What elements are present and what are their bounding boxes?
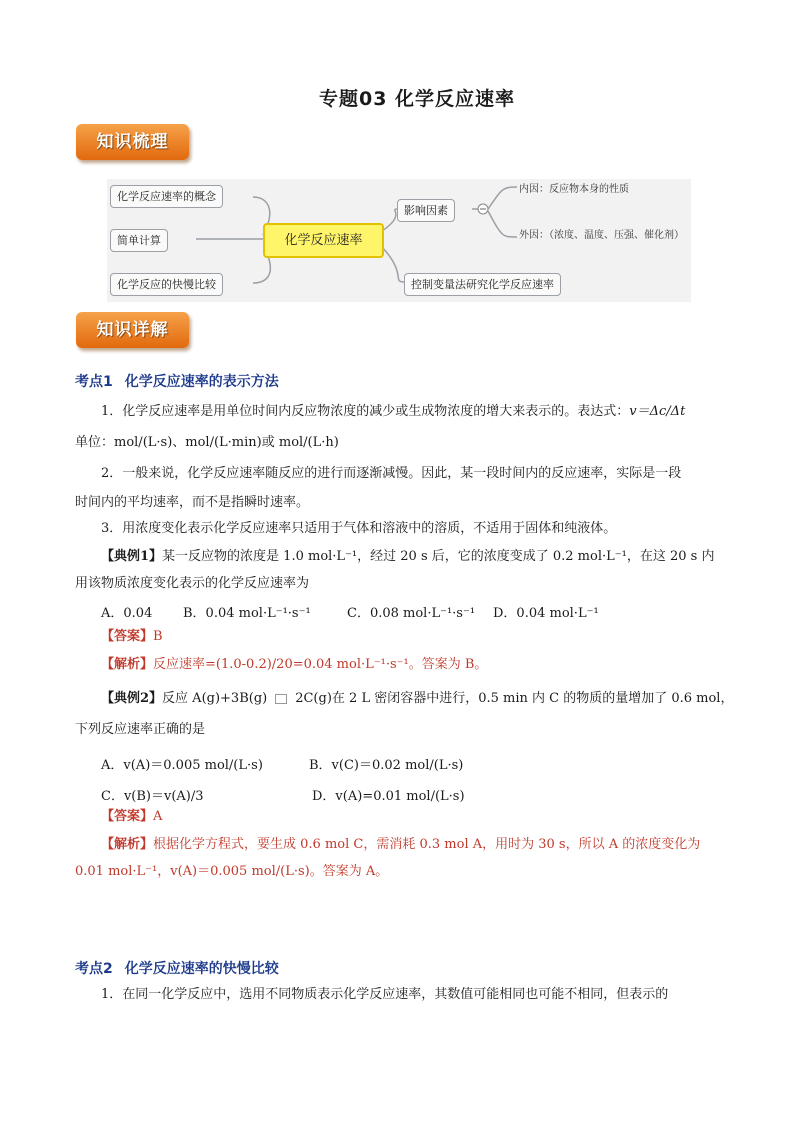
ex2-analysis-line2: 0.01 mol·L⁻¹，v(A)＝0.005 mol/(L·s)。答案为 A。: [75, 864, 389, 879]
ex1-option-c: C．0.08 mol·L⁻¹·s⁻¹: [347, 606, 476, 621]
kp1-p1-text: 1．化学反应速率是用单位时间内反应物浓度的减少或生成物浓度的增大来表示的。表达式：: [101, 404, 630, 419]
mm-center-node[interactable]: 化学反应速率: [263, 223, 384, 258]
kp1-heading: [75, 371, 279, 391]
section-banner-summary: 知识梳理: [76, 124, 189, 160]
ex1-option-b: B．0.04 mol·L⁻¹·s⁻¹: [183, 606, 311, 621]
kp1-paragraph-1a: [75, 403, 761, 421]
rate-formula: v＝Δc/Δt: [629, 404, 686, 419]
ex2-answer: [75, 808, 761, 826]
mm-node-factors[interactable]: 影响因素: [397, 199, 455, 222]
ex2-question-line1: [75, 690, 761, 708]
ex1-analysis: [75, 656, 761, 674]
mm-node-concept[interactable]: 化学反应速率的概念: [110, 185, 223, 208]
kp1-paragraph-3: 3．用浓度变化表示化学反应速率只适用于气体和溶液中的溶质，不适用于固体和纯液体。: [101, 521, 617, 536]
ex1-analysis-label: 【解析】: [101, 657, 154, 672]
ex1-option-a: A．0.04: [101, 606, 153, 621]
ex2-answer-label: 【答案】: [101, 809, 154, 824]
ex2-analysis-text: 根据化学方程式，要生成 0.6 mol C，需消耗 0.3 mol A，用时为 30 s，所以 A 的浓度变化为: [153, 837, 701, 852]
ex1-question-line2: 用该物质浓度变化表示的化学反应速率为: [75, 576, 310, 591]
mm-node-calculation[interactable]: 简单计算: [110, 229, 168, 252]
reversible-arrow-icon: [275, 694, 287, 704]
ex2-option-d: D．v(A)=0.01 mol/(L·s): [312, 789, 465, 804]
ex2-label: 【典例2】: [101, 691, 163, 706]
ex2-option-c: C．v(B)＝v(A)/3: [101, 789, 204, 804]
ex1-answer-value: B: [153, 629, 163, 644]
mm-leaf-external: 外因：（浓度、温度、压强、催化剂）: [519, 230, 684, 241]
ex1-answer-label: 【答案】: [101, 629, 154, 644]
ex1-answer: [75, 628, 761, 646]
mm-node-control-variable[interactable]: 控制变量法研究化学反应速率: [404, 273, 561, 296]
ex1-question-line1: [75, 548, 761, 566]
ex2-question-line2: 下列反应速率正确的是: [75, 722, 206, 737]
ex2-analysis-line1: [75, 836, 761, 854]
ex2-answer-value: A: [153, 809, 163, 824]
kp1-title: 化学反应速率的表示方法: [124, 374, 279, 390]
kp2-number: 考点2: [75, 961, 113, 977]
ex2-question-text: 2C(g)在 2 L 密闭容器中进行，0.5 min 内 C 的物质的量增加了 0.6 mol，: [295, 691, 734, 706]
mm-leaf-internal: 内因：反应物本身的性质: [519, 184, 629, 195]
mm-node-comparison[interactable]: 化学反应的快慢比较: [110, 273, 223, 296]
mind-map: [107, 179, 691, 302]
ex2-option-a: A．v(A)＝0.005 mol/(L·s): [101, 758, 263, 773]
ex1-option-d: D．0.04 mol·L⁻¹: [493, 606, 599, 621]
kp2-paragraph-1: 1．在同一化学反应中，选用不同物质表示化学反应速率，其数值可能相同也可能不相同，但表示的: [101, 987, 669, 1002]
kp2-heading: [75, 958, 279, 978]
kp1-paragraph-2a: 2．一般来说，化学反应速率随反应的进行而逐渐减慢。因此，某一段时间内的反应速率，实际是一段: [101, 466, 682, 481]
ex2-reactants: 反应 A(g)+3B(g): [162, 691, 268, 706]
section-banner-detail: 知识详解: [76, 312, 189, 348]
ex2-analysis-label: 【解析】: [101, 837, 154, 852]
ex1-question-text: 某一反应物的浓度是 1.0 mol·L⁻¹，经过 20 s 后，它的浓度变成了 0.2 mol·L⁻¹，在这 20 s 内: [162, 549, 715, 564]
page-title: 专题03 化学反应速率: [318, 88, 516, 110]
ex2-option-b: B．v(C)＝0.02 mol/(L·s): [309, 758, 464, 773]
kp1-paragraph-1b: 单位：mol/(L·s)、mol/(L·min)或 mol/(L·h): [75, 435, 339, 450]
kp1-paragraph-2b: 时间内的平均速率，而不是指瞬时速率。: [75, 495, 310, 510]
kp1-number: 考点1: [75, 374, 113, 390]
ex1-analysis-text: 反应速率=(1.0-0.2)/20=0.04 mol·L⁻¹·s⁻¹。答案为 B。: [153, 657, 488, 672]
kp2-title: 化学反应速率的快慢比较: [124, 961, 279, 977]
ex1-label: 【典例1】: [101, 549, 163, 564]
